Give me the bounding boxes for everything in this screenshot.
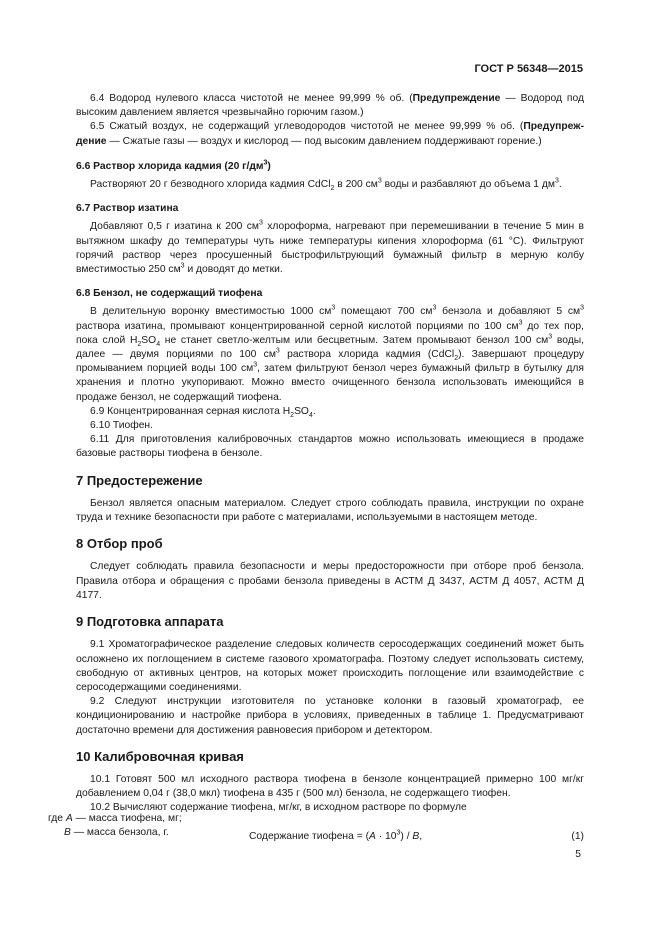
heading-8: 8 Отбор проб	[76, 536, 163, 552]
formula-legend	[48, 812, 182, 840]
heading-6-6: 6.6 Раствор хлорида кадмия (20 $г/дм^3$)	[76, 159, 271, 172]
warning-label: Предупреж-дение	[76, 121, 584, 147]
page-number: 5	[575, 849, 581, 860]
paragraph-8: Следует соблюдать правила безопасности и меры предосторожности при отборе проб бензола. Правила отбора и обращения с пробами бензола приведены в АСТМ Д 3437, АСТМ Д 4057, АСТМ Д 4177.	[76, 561, 584, 601]
heading-6-7: 6.7 Раствор изатина	[76, 203, 179, 215]
paragraph-6-6: Растворяют 20 г безводного хлорида кадмия CdCl$_2$ в 200 $см^3$ воды и разбавляют до объема 1 $дм^3$.	[90, 177, 562, 193]
heading-6-8: 6.8 Бензол, не содержащий тиофена	[76, 288, 263, 300]
document-code: ГОСТ Р 56348—2015	[474, 63, 583, 75]
heading-9: 9 Подготовка аппарата	[76, 614, 224, 630]
paragraph-10-1: 10.1 Готовят 500 мл исходного раствора тиофена в бензоле концентрацией примерно 100 мг/кг добавлением 0,04 г (38,0 мкл) тиофена в 435 г (500 мл) бензола, не содержащего тиофен.	[76, 773, 584, 800]
paragraph-6-5: 6.5 Сжатый воздух, не содержащий углеводородов чистотой не менее 99,999 % об. (Предупреж-дение — Сжатые газы — воздух и кислород — под высоким давлением поддерживают горение.)	[76, 121, 584, 147]
legend-item-b: B — масса бензола, г.	[64, 827, 169, 838]
paragraph-7: Бензол является опасным материалом. Следует строго соблюдать правила, инструкции по охране труда и технике безопасности при работе с материалами, используемыми в настоящем методе.	[76, 497, 584, 524]
paragraph-9-1: 9.1 Хроматографическое разделение следовых количеств серосодержащих соединений может быть осложнено их поглощением в системе газового хроматографа. Поэтому следует использовать систему, свободную от активных центров, на которых может происходить поглощение или взаимодействие с серосодержащими соединениями.	[76, 639, 584, 693]
warning-label: Предупреждение	[412, 93, 501, 104]
legend-item-a: где A — масса тиофена, мг;	[48, 813, 182, 824]
paragraph-10-2: 10.2 Вычисляют содержание тиофена, мг/кг, в исходном растворе по формуле	[90, 802, 467, 814]
formula-number: (1)	[571, 830, 584, 842]
paragraph-6-7: Добавляют 0,5 г изатина к 200 $см^3$ хлороформа, нагревают при перемешивании в течение 5 мин в вытяжном шкафу до температуры чуть ниже температуры кипения хлороформа (61 °C). Фильтруют горячий раствор через просушенный быстрофильтрующий бумажный фильтр в мерную колбу вместимостью 250 $см^3$ и доводят до метки.	[76, 220, 584, 276]
heading-7: 7 Предостережение	[76, 472, 203, 488]
paragraph-6-10: 6.10 Тиофен.	[90, 420, 153, 432]
formula-expression: Содержание тиофена = $(A \cdot 10^3) / B$,	[249, 829, 423, 842]
paragraph-6-9: 6.9 Концентрированная серная кислота $H_2SO_4$.	[90, 405, 316, 419]
paragraph-6-8: В делительную воронку вместимостью 1000 $см^3$ помещают 700 $см^3$ бензола и добавляют 5 $см^3$ раствора изатина, промывают концентрированной серной кислотой порциями по 100 $см^3$ до тех пор, пока слой $H_2SO_4$ не станет светло-желтым или бесцветным. Затем промывают бензол 100 $см^3$ воды, далее — двумя порциями по 100 $см^3$ раствора хлорида кадмия (CdCl$_2$). Завершают процедуру промыванием порцией воды 100 $см^3$, затем фильтруют бензол через бумажный фильтр в бутылку для хранения и плотно укупоривают. Можно вместо очищенного бензола использовать имеющийся в продаже бензол, не содержащий тиофена.	[76, 305, 585, 403]
main-content	[76, 92, 584, 856]
heading-10: 10 Калибровочная кривая	[76, 748, 244, 764]
paragraph-9-2: 9.2 Следуют инструкции изготовителя по установке колонки в газовый хроматограф, ее кондиционированию и настройке прибора в условиях, приведенных в таблице 1. Предусматривают достаточно времени для достижения равновесия прибором и детектором.	[76, 696, 584, 736]
paragraph-6-4: 6.4 Водород нулевого класса чистотой не менее 99,999 % об. (Предупреждение — Водород под высоким давлением является чрезвычайно горючим газом.)	[76, 93, 584, 119]
paragraph-6-11: 6.11 Для приготовления калибровочных стандартов можно использовать имеющиеся в продаже базовые растворы тиофена в бензоле.	[76, 434, 584, 460]
